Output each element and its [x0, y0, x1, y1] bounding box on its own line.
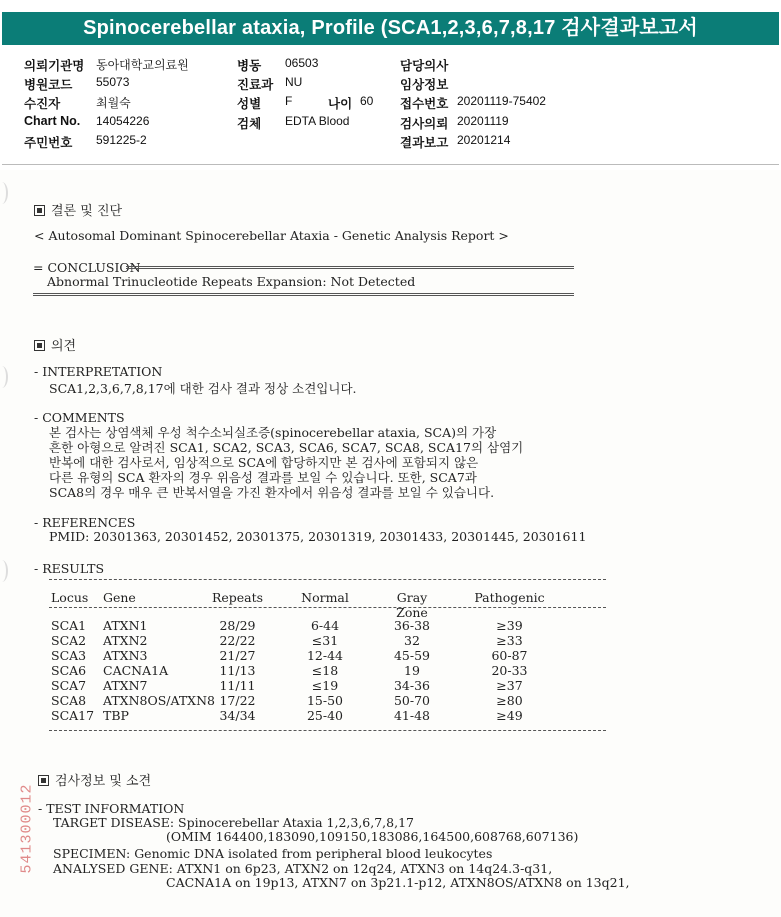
conclusion-text: Abnormal Trinucleotide Repeats Expansion: Not Detected — [47, 274, 416, 289]
results-cell: 50-70 — [393, 693, 431, 708]
results-cell: 25-40 — [306, 708, 344, 723]
results-cell: SCA17 — [51, 708, 95, 723]
report-date-value: 20201214 — [457, 133, 511, 147]
results-cell: ≤18 — [311, 663, 339, 678]
resident-no-value: 591225-2 — [96, 133, 147, 147]
results-cell: 21/27 — [219, 648, 256, 663]
square-bullet-icon — [38, 775, 49, 786]
department-value: NU — [285, 75, 303, 89]
results-header-pathogenic: Pathogenic — [474, 590, 545, 605]
specimen-value: EDTA Blood — [285, 114, 350, 128]
hospital-code-value: 55073 — [96, 75, 130, 89]
ward-value: 06503 — [285, 56, 319, 70]
results-cell: 41-48 — [393, 708, 431, 723]
clinical-info-label: 임상정보 — [400, 78, 449, 92]
physician-label: 담당의사 — [400, 59, 449, 73]
results-cell: SCA6 — [51, 663, 87, 678]
patient-value: 최월숙 — [96, 96, 131, 110]
results-cell: ≥49 — [496, 708, 523, 723]
specimen-info: SPECIMEN: Genomic DNA isolated from peripheral blood leukocytes — [53, 846, 493, 861]
results-cell: 34/34 — [219, 708, 256, 723]
analysed-gene-1: ANALYSED GENE: ATXN1 on 6p23, ATXN2 on 12q24, ATXN3 on 14q24.3-q31, — [53, 861, 553, 876]
results-cell: 20-33 — [491, 663, 528, 678]
comments-line: 다른 유형의 SCA 환자의 경우 위음성 결과를 보일 수 있습니다. 또한, SCA7과 — [49, 470, 477, 485]
results-cell: SCA1 — [51, 618, 87, 633]
results-cell: SCA8 — [51, 693, 87, 708]
test-info-label: - TEST INFORMATION — [38, 801, 185, 816]
results-header-repeats: Repeats — [211, 590, 264, 605]
age-label: 나이 — [328, 97, 353, 111]
hospital-code-label: 병원코드 — [24, 78, 73, 92]
results-cell: TBP — [103, 708, 129, 723]
results-cell: 36-38 — [393, 618, 431, 633]
chart-no-label: Chart No. — [24, 114, 81, 128]
results-cell: ≤31 — [311, 633, 339, 648]
results-cell: ATXN7 — [103, 678, 148, 693]
section-conclusion-title: 결론 및 진단 — [34, 200, 122, 219]
report-date-label: 결과보고 — [400, 136, 449, 150]
results-cell: ≥33 — [496, 633, 523, 648]
interpretation-label: - INTERPRETATION — [34, 364, 163, 379]
results-header-gray-zone: Gray Zone — [396, 590, 428, 620]
page-edge — [0, 366, 8, 388]
results-cell: SCA2 — [51, 633, 87, 648]
results-header-normal: Normal — [301, 590, 349, 605]
sex-label: 성별 — [237, 97, 262, 111]
results-cell: ATXN8OS/ATXN8 — [103, 693, 215, 708]
target-disease: TARGET DISEASE: Spinocerebellar Ataxia 1,2,3,6,7,8,17 — [53, 815, 414, 830]
results-cell: 12-44 — [306, 648, 344, 663]
references-text: PMID: 20301363, 20301452, 20301375, 20301319, 20301433, 20301445, 20301611 — [49, 529, 587, 544]
results-cell: 11/13 — [219, 663, 256, 678]
section-opinion-title: 의견 — [34, 335, 76, 354]
report-title: Spinocerebellar ataxia, Profile (SCA1,2,3,6,7,8,17 검사결과보고서 — [2, 12, 779, 45]
results-cell: ≤19 — [311, 678, 339, 693]
double-rule — [33, 293, 574, 296]
document-stamp: 541300012 — [18, 783, 36, 874]
results-cell: ATXN1 — [103, 618, 148, 633]
results-label: - RESULTS — [34, 561, 105, 576]
results-cell: ≥80 — [496, 693, 523, 708]
results-cell: 28/29 — [219, 618, 256, 633]
receipt-no-value: 20201119-75402 — [457, 94, 546, 108]
results-cell: CACNA1A — [103, 663, 169, 678]
header-divider — [2, 164, 779, 165]
ward-label: 병동 — [237, 59, 262, 73]
results-cell: ATXN3 — [103, 648, 148, 663]
report-header — [0, 56, 781, 156]
institution-label: 의뢰기관명 — [24, 59, 85, 73]
receipt-no-label: 접수번호 — [400, 97, 449, 111]
dashed-rule — [49, 607, 606, 608]
results-cell: ATXN2 — [103, 633, 148, 648]
results-cell: 45-59 — [393, 648, 431, 663]
institution-value: 동아대학교의료원 — [96, 58, 189, 72]
comments-line: 본 검사는 상염색체 우성 척수소뇌실조증(spinocerebellar ataxia, SCA)의 가장 — [49, 425, 497, 440]
double-rule — [126, 266, 574, 269]
section-testinfo-title: 검사정보 및 소견 — [38, 770, 151, 789]
interpretation-text: SCA1,2,3,6,7,8,17에 대한 검사 결과 정상 소견입니다. — [49, 381, 357, 396]
comments-line: SCA8의 경우 매우 큰 반복서열을 가진 환자에서 위음성 결과를 보일 수 있습니다. — [49, 485, 495, 500]
results-cell: 11/11 — [219, 678, 256, 693]
results-cell: 6-44 — [310, 618, 340, 633]
results-cell: SCA3 — [51, 648, 87, 663]
square-bullet-icon — [34, 340, 45, 351]
results-cell: SCA7 — [51, 678, 87, 693]
results-cell: 32 — [404, 633, 420, 648]
request-date-label: 검사의뢰 — [400, 117, 449, 131]
scanned-report — [0, 170, 781, 917]
department-label: 진료과 — [237, 78, 274, 92]
patient-label: 수진자 — [24, 97, 61, 111]
comments-label: - COMMENTS — [34, 410, 125, 425]
age-value: 60 — [360, 94, 374, 108]
dashed-rule — [49, 730, 606, 731]
dashed-rule — [49, 579, 606, 580]
results-cell: 34-36 — [393, 678, 431, 693]
analysed-gene-2: CACNA1A on 19p13, ATXN7 on 3p21.1-p12, ATXN8OS/ATXN8 on 13q21, — [166, 875, 630, 890]
page-edge — [0, 182, 8, 204]
report-subtitle: < Autosomal Dominant Spinocerebellar Ataxia - Genetic Analysis Report > — [34, 228, 509, 243]
results-cell: 19 — [404, 663, 420, 678]
request-date-value: 20201119 — [457, 114, 509, 128]
resident-no-label: 주민번호 — [24, 136, 73, 150]
chart-no-value: 14054226 — [96, 114, 150, 128]
results-cell: 17/22 — [219, 693, 256, 708]
specimen-label: 검체 — [237, 117, 262, 131]
conclusion-label: = CONCLUSION — [33, 260, 141, 275]
sex-value: F — [285, 94, 293, 108]
comments-line: 흔한 아형으로 알려진 SCA1, SCA2, SCA3, SCA6, SCA7, SCA8, SCA17의 삼염기 — [49, 440, 524, 455]
results-cell: 15-50 — [306, 693, 344, 708]
results-cell: ≥37 — [496, 678, 523, 693]
square-bullet-icon — [34, 205, 45, 216]
results-cell: 60-87 — [491, 648, 528, 663]
page-edge — [0, 560, 8, 582]
references-label: - REFERENCES — [34, 515, 136, 530]
results-header-locus: Locus — [51, 590, 89, 605]
omim-numbers: (OMIM 164400,183090,109150,183086,164500,608768,607136) — [166, 829, 579, 844]
comments-line: 반복에 대한 검사로서, 임상적으로 SCA에 합당하지만 본 검사에 포함되지 않은 — [49, 455, 479, 470]
results-cell: ≥39 — [496, 618, 523, 633]
results-cell: 22/22 — [219, 633, 256, 648]
results-header-gene: Gene — [103, 590, 136, 605]
